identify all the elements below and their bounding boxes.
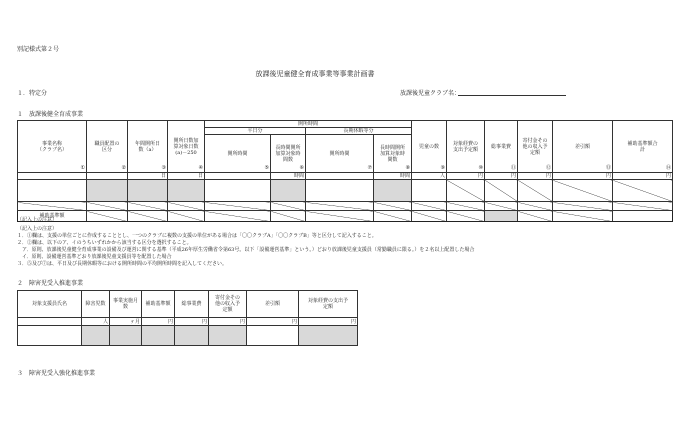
input-cell[interactable] — [142, 326, 175, 346]
notes-line: イ．原則、設備運営基準どおり放課後児童支援員等を配置した場合 — [17, 254, 172, 260]
unit-yen: 円 — [175, 318, 209, 326]
header-long-holiday: 長期休暇等分 — [306, 128, 412, 135]
header-deduction: 差引額 — [247, 291, 299, 318]
input-cell[interactable] — [485, 211, 518, 222]
header-weekday-time: 開所時間 ⑤ — [205, 135, 271, 173]
diagonal-cell — [518, 202, 553, 211]
subsidy-base-label: 補助基準額 — [18, 211, 87, 222]
notes-line: ア．原則、放課後児童健全育成事業の設備及び運営に関する基準（平成26年厚生労働省令第63号。以下「設備運営基準」という。）どおり放課後児童支援員（常勤職員に限る。）を２名以上配置した場合 — [17, 247, 475, 253]
unit-cell — [205, 173, 271, 180]
input-cell[interactable] — [110, 326, 142, 346]
section3-title: ３ 障害児受入強化推進事業 — [17, 370, 96, 377]
header-weekday-extend: 長時間開所 加算対象時 間数 ⑥ — [271, 135, 306, 173]
header-staff-division: 職員配置の 区分 ② — [87, 121, 128, 173]
diagonal-cell — [518, 180, 553, 202]
input-cell[interactable] — [18, 326, 82, 346]
diagonal-cell — [306, 202, 374, 211]
diagonal-cell — [168, 202, 205, 211]
header-target-cost: 対象経費の 支出予定額 ⑩ — [447, 121, 485, 173]
notes-heading: （記入上の注意） — [17, 217, 58, 223]
unit-yen: 円 — [299, 318, 358, 326]
club-name-label: 放課後児童クラブ名： — [400, 90, 461, 97]
header-base-total: 補助基準額合 計 ⑭ — [613, 121, 673, 173]
diagonal-cell — [613, 202, 673, 211]
input-cell[interactable] — [306, 180, 374, 202]
diagonal-cell — [485, 202, 518, 211]
diagonal-cell — [447, 180, 485, 202]
unit-days: 日 — [168, 173, 205, 180]
unit-yen: 円 — [553, 173, 613, 180]
diagonal-cell — [374, 202, 412, 211]
input-cell[interactable] — [18, 180, 87, 202]
notes-line: ３．⑤及び⑦は、平日及び長期休暇等における開所時間の平均開所時間を記入してください。 — [17, 261, 228, 267]
unit-yen: 円 — [485, 173, 518, 180]
input-cell[interactable] — [205, 180, 271, 202]
unit-yen: 円 — [613, 173, 673, 180]
header-donation: 寄付金その 他の収入予 定額 ⑫ — [518, 121, 553, 173]
header-holiday-extend: 長時間開所 加算対象時 間数 ⑧ — [374, 135, 412, 173]
diagonal-cell — [374, 211, 412, 222]
diagonal-cell — [447, 211, 485, 222]
diagonal-cell — [412, 211, 447, 222]
diagonal-cell — [485, 180, 518, 202]
diagonal-cell — [128, 202, 168, 211]
unit-cell — [18, 173, 87, 180]
header-donation: 寄付金その 他の収入予 定額 — [209, 291, 247, 318]
header-business-name: 事業名称 （クラブ名） ① — [18, 121, 87, 173]
input-cell[interactable] — [82, 326, 110, 346]
unit-yen: 円 — [247, 318, 299, 326]
header-deduction: 差引額 ⑬ — [553, 121, 613, 173]
input-cell[interactable] — [128, 180, 168, 202]
unit-cell — [306, 173, 374, 180]
input-cell[interactable] — [168, 180, 205, 202]
header-target-cost: 対象経費の支出予 定額 — [299, 291, 358, 318]
unit-yen: 円 — [209, 318, 247, 326]
header-holiday-time: 開所時間 ⑦ — [306, 135, 374, 173]
diagonal-cell — [18, 202, 87, 211]
unit-cell — [18, 318, 82, 326]
header-supporter-name: 対象支援員氏名 — [18, 291, 82, 318]
page-title: 放課後児童健全育成事業等事業計画書 — [255, 70, 375, 78]
diagonal-cell — [553, 202, 613, 211]
input-cell[interactable] — [175, 326, 209, 346]
input-cell[interactable] — [299, 326, 358, 346]
diagonal-cell — [553, 211, 613, 222]
diagonal-cell — [613, 180, 673, 202]
input-cell[interactable] — [271, 180, 306, 202]
section2-table — [17, 290, 358, 346]
unit-hours: 時間 — [271, 173, 306, 180]
diagonal-cell — [87, 202, 128, 211]
diagonal-cell — [412, 202, 447, 211]
diagonal-cell — [306, 211, 374, 222]
diagonal-cell — [271, 202, 306, 211]
header-children: 児童の数 ⑨ — [412, 121, 447, 173]
diagonal-cell — [553, 180, 613, 202]
input-cell[interactable] — [374, 180, 412, 202]
input-cell[interactable] — [613, 211, 673, 222]
section1-title: １ 放課後健全育成事業 — [17, 111, 84, 118]
diagonal-cell — [87, 211, 128, 222]
header-total-cost: 総事業費 ⑪ — [485, 121, 518, 173]
header-total: 総事業費 — [175, 291, 209, 318]
unit-yen: 円 — [518, 173, 553, 180]
unit-people: 人 — [82, 318, 110, 326]
header-disabled-children: 障害児数 — [82, 291, 110, 318]
input-cell[interactable] — [412, 180, 447, 202]
header-open-days-target: 開所日数加 算対象日数 (a)－250 ④ — [168, 121, 205, 173]
header-open-time: 開所時間 — [205, 121, 412, 128]
diagonal-cell — [205, 202, 271, 211]
unit-cell — [87, 173, 128, 180]
unit-hours: 時間 — [374, 173, 412, 180]
diagonal-cell — [205, 211, 271, 222]
form-label: 別記様式第２号 — [17, 46, 60, 53]
unit-yen: 円 — [142, 318, 175, 326]
diagonal-cell — [168, 211, 205, 222]
header-weekday: 平日分 — [205, 128, 306, 135]
unit-people: 人 — [412, 173, 447, 180]
diagonal-cell — [128, 211, 168, 222]
header-months: 事業実施月数 — [110, 291, 142, 318]
diagonal-cell — [518, 211, 553, 222]
input-cell[interactable] — [247, 326, 299, 346]
header-base: 補助基準額 — [142, 291, 175, 318]
specific-section-label: １．特定分 — [17, 90, 48, 97]
diagonal-cell — [271, 211, 306, 222]
header-annual-days: 年間開所日 数（a） ③ — [128, 121, 168, 173]
section1-table — [17, 120, 673, 222]
notes-line: （記入上の注意） — [17, 226, 58, 232]
unit-months: ヶ月 — [110, 318, 142, 326]
notes-line: ２．②欄は、以下のア、イのうちいずれかから該当する区分を選択すること。 — [17, 240, 192, 246]
unit-yen: 円 — [447, 173, 485, 180]
diagonal-cell — [447, 202, 485, 211]
unit-days: 日 — [128, 173, 168, 180]
club-name-field[interactable] — [458, 95, 566, 96]
input-cell[interactable] — [209, 326, 247, 346]
notes-line: １．①欄は、支援の単位ごとに作成することとし、一つのクラブに複数の支援の単位がある場合は「〇〇クラブA」「〇〇クラブB」等と区分して記入すること。 — [17, 233, 377, 239]
section2-title: ２ 障害児受入推進事業 — [17, 280, 84, 287]
input-cell[interactable] — [87, 180, 128, 202]
